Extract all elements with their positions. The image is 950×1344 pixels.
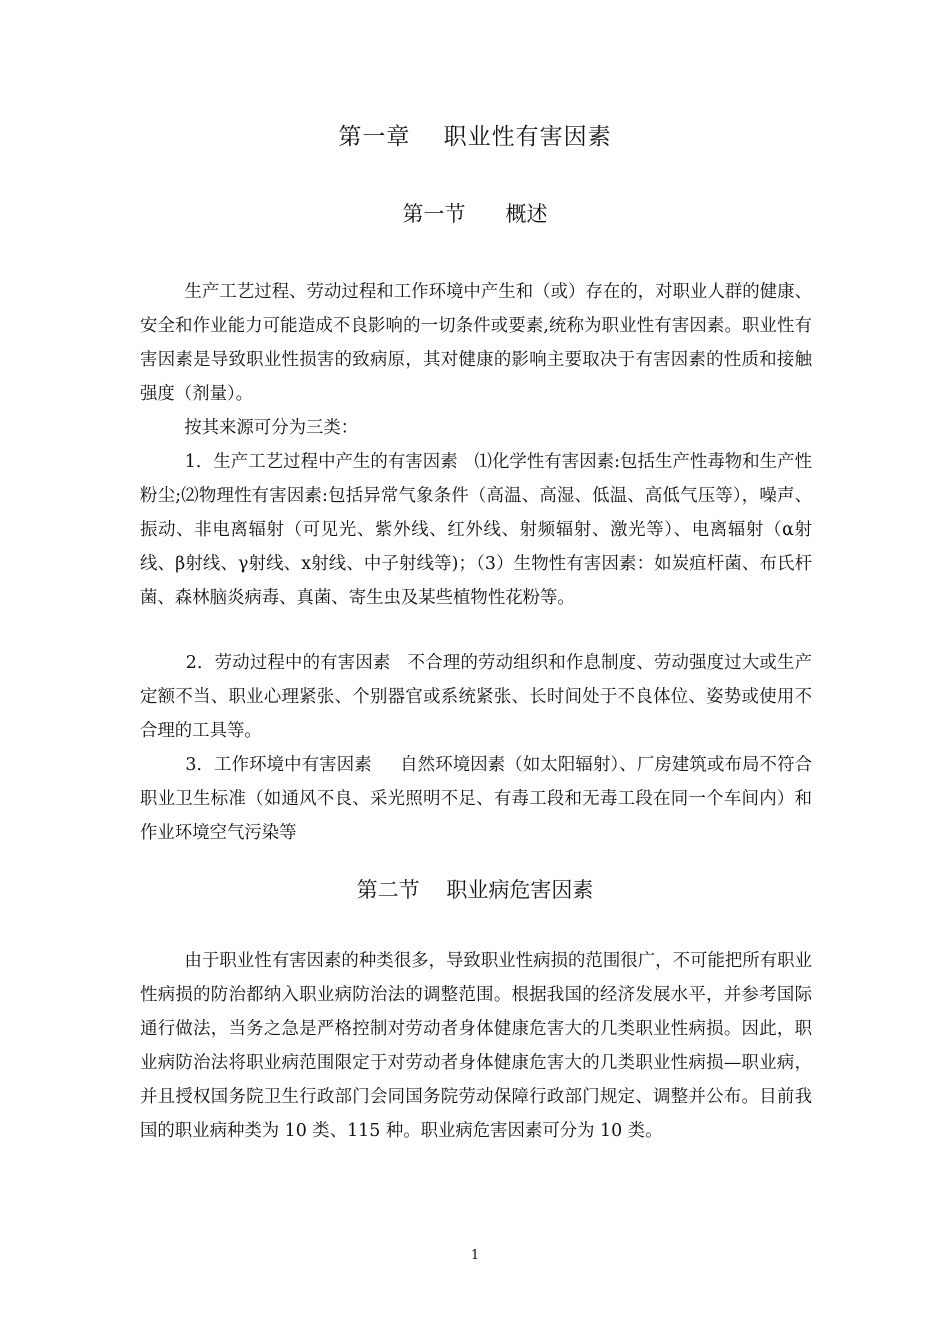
paragraph-labor-factors: 2．劳动过程中的有害因素 不合理的劳动组织和作息制度、劳动强度过大或生产定额不当、职业心理紧张、个别器官或系统紧张、长时间处于不良体位、姿势或使用不合理的工具等。 xyxy=(140,653,812,741)
paragraph-occupational-disease: 由于职业性有害因素的种类很多，导致职业性病损的范围很广，不可能把所有职业性病损的防治都纳入职业病防治法的调整范围。根据我国的经济发展水平，并参考国际通行做法，当务之急是严格控制对劳动者身体健康危害大的几类职业性病损。因此，职业病防治法将职业病范围限定于对劳动者身体健康危害大的几类职业性病损—职业病，并且授权国务院卫生行政部门会同国务院劳动保障行政部门规定、调整并公布。目前我国的职业病种类为 10 类、115 种。职业病危害因素可分为 10 类。 xyxy=(140,951,812,1141)
paragraph-definition: 生产工艺过程、劳动过程和工作环境中产生和（或）存在的，对职业人群的健康、安全和作业能力可能造成不良影响的一切条件或要素,统称为职业性有害因素。职业性有害因素是导致职业性损害的致病原，其对健康的影响主要取决于有害因素的性质和接触强度（剂量）。 xyxy=(140,282,812,404)
paragraph-classification-intro: 按其来源可分为三类： xyxy=(140,418,359,438)
paragraph-environment-factors: 3．工作环境中有害因素 自然环境因素（如太阳辐射）、厂房建筑或布局不符合职业卫生标准（如通风不良、采光照明不足、有毒工段和无毒工段在同一个车间内）和作业环境空气污染等 xyxy=(140,755,812,843)
page-number: 1 xyxy=(470,1248,480,1263)
paragraph-production-factors: 1．生产工艺过程中产生的有害因素 ⑴化学性有害因素:包括生产性毒物和生产性粉尘;⑵物理性有害因素:包括异常气象条件（高温、高湿、低温、高低气压等），噪声、振动、非电离辐射（可见光、紫外线、红外线、射频辐射、激光等）、电离辐射（α射线、β射线、γ射线、x射线、中子射线等)；（3）生物性有害因素：如炭疽杆菌、布氏杆菌、森林脑炎病毒、真菌、寄生虫及某些植物性花粉等。 xyxy=(140,452,812,608)
section-title-occupational-hazards: 第二节 职业病危害因素 xyxy=(356,878,594,902)
chapter-title: 第一章 职业性有害因素 xyxy=(338,124,612,150)
section-title-overview: 第一节 概述 xyxy=(402,202,548,226)
